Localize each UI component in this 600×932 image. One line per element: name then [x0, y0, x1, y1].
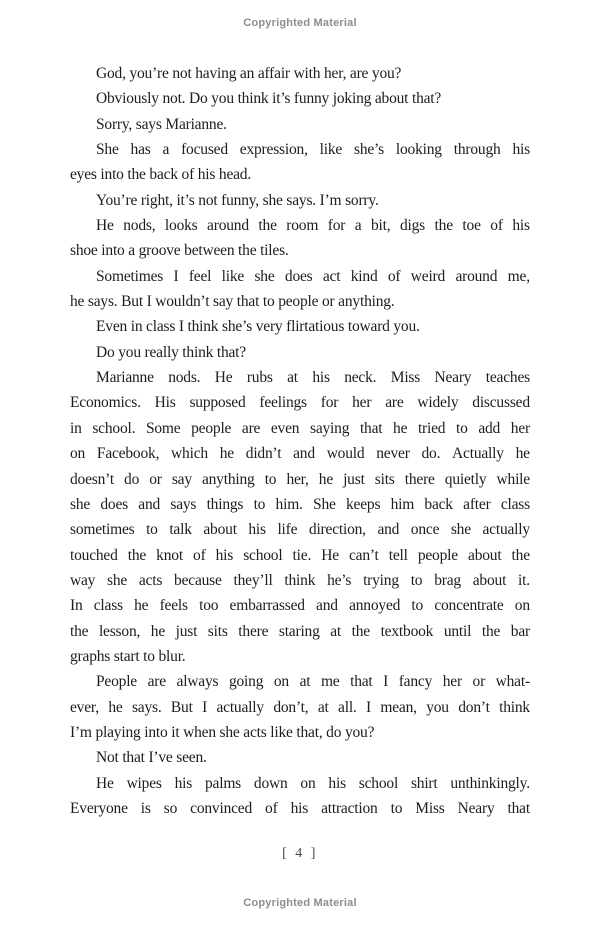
copyright-notice-top: Copyrighted Material [243, 17, 357, 29]
word: at [317, 698, 329, 716]
word: or [149, 470, 162, 488]
word: But [170, 698, 193, 716]
word: at [330, 622, 342, 640]
word: does [284, 267, 313, 285]
word: wipes [126, 774, 162, 792]
text-line: graphs start to blur. [70, 647, 186, 665]
word: anything [201, 470, 255, 488]
word: his [215, 546, 234, 564]
word: She [313, 495, 336, 513]
word: focused [181, 141, 228, 159]
word: weird [410, 267, 446, 285]
word: think [284, 571, 316, 589]
text-line [70, 213, 530, 238]
word: looking [395, 141, 442, 159]
text-line: eyes into the back of his head. [70, 166, 252, 184]
word: people [417, 546, 458, 564]
word: she [450, 521, 471, 539]
word: says [170, 495, 197, 513]
word: I [173, 267, 179, 285]
word: mean, [380, 698, 417, 716]
word: actually [216, 698, 264, 716]
word: are [147, 673, 166, 691]
word: supposed [189, 394, 246, 412]
word: for [327, 217, 346, 235]
word: discussed [472, 394, 530, 412]
word: In [70, 597, 83, 615]
word: what- [495, 673, 530, 691]
word: way [70, 571, 96, 589]
word: a [354, 217, 362, 235]
word: at [299, 673, 311, 691]
word: to [410, 571, 423, 589]
word: at [287, 369, 298, 387]
word: widely [417, 394, 459, 412]
word: me, [507, 267, 530, 285]
word: going [228, 673, 264, 691]
word: doesn’t [70, 470, 114, 488]
word: a [162, 141, 170, 159]
word: and [316, 597, 338, 615]
text-line [70, 517, 530, 542]
word: has [130, 141, 151, 159]
word: brag [434, 571, 461, 589]
word: I [202, 698, 208, 716]
text-line [70, 137, 530, 162]
word: Neary [457, 799, 495, 817]
word: Everyone [70, 799, 128, 817]
word: down [253, 774, 288, 792]
word: annoyed [349, 597, 401, 615]
word: so [163, 799, 178, 817]
text-line [70, 390, 530, 415]
word: tie. [292, 546, 312, 564]
word: his [512, 141, 530, 159]
word: Miss [415, 799, 445, 817]
word: Marianne [96, 369, 154, 387]
word: neck. [344, 369, 377, 387]
word: say [171, 470, 192, 488]
word: and [138, 495, 161, 513]
word: ever, [70, 698, 99, 716]
text-line: Even in class I think she’s very flirtatious toward you. [96, 318, 420, 336]
word: shirt [410, 774, 438, 792]
word: for [320, 394, 339, 412]
word: sits [374, 470, 395, 488]
word: he [150, 622, 165, 640]
word: don’t [458, 698, 490, 716]
word: toe [462, 217, 481, 235]
word: on [514, 597, 530, 615]
word: that [507, 799, 530, 817]
word: in [70, 419, 82, 437]
word: feels [159, 597, 188, 615]
text-line [70, 568, 530, 593]
word: he [108, 698, 123, 716]
word: acts [138, 571, 163, 589]
word: to [264, 470, 277, 488]
word: which [171, 445, 208, 463]
word: of [387, 267, 401, 285]
word: around [455, 267, 498, 285]
word: Economics. [70, 394, 141, 412]
word: life [277, 521, 298, 539]
word: like [319, 141, 343, 159]
word: his [248, 521, 266, 539]
copyright-notice-bottom: Copyrighted Material [243, 897, 357, 909]
word: he [318, 470, 333, 488]
word: act [322, 267, 341, 285]
word: it. [518, 571, 530, 589]
text-line: Do you really think that? [96, 343, 246, 361]
word: think [499, 698, 530, 716]
word: all. [338, 698, 357, 716]
word: me [320, 673, 340, 691]
word: room [286, 217, 319, 235]
word: actually [482, 521, 530, 539]
word: digs [399, 217, 426, 235]
word: he [515, 445, 530, 463]
word: the [481, 622, 501, 640]
word: her [442, 673, 462, 691]
text-line [70, 467, 530, 492]
word: unthinkingly. [450, 774, 530, 792]
text-line [70, 492, 530, 517]
word: sits [207, 622, 228, 640]
word: his [328, 774, 346, 792]
word: things [206, 495, 244, 513]
text-line [70, 441, 530, 466]
word: on [273, 673, 289, 691]
word: that [359, 419, 383, 437]
word: embarrassed [229, 597, 305, 615]
word: His [154, 394, 176, 412]
word: lesson, [98, 622, 141, 640]
word: trying [363, 571, 399, 589]
word: can’t [348, 546, 379, 564]
text-line [70, 543, 530, 568]
word: him [390, 495, 415, 513]
word: always [176, 673, 219, 691]
text-line: Not that I’ve seen. [96, 749, 207, 767]
word: they’ll [233, 571, 273, 589]
word: school [358, 774, 399, 792]
text-line [70, 264, 530, 289]
word: he [134, 597, 149, 615]
text-line: I’m playing into it when she acts like that, do you? [70, 723, 375, 741]
word: do [124, 470, 140, 488]
word: you [426, 698, 449, 716]
word: on [300, 774, 316, 792]
word: add [478, 419, 501, 437]
word: don’t, [273, 698, 309, 716]
text-line: You’re right, it’s not funny, she says. I’m sorry. [96, 191, 379, 209]
word: too [199, 597, 219, 615]
word: convinced [190, 799, 253, 817]
word: quietly [444, 470, 487, 488]
word: she [70, 495, 91, 513]
text-line [70, 669, 530, 694]
word: staring [278, 622, 320, 640]
word: school [243, 546, 283, 564]
word: tell [388, 546, 408, 564]
word: Facebook, [96, 445, 160, 463]
word: expression, [239, 141, 308, 159]
word: keeps [345, 495, 381, 513]
word: about [472, 571, 507, 589]
text-line: Sorry, says Marianne. [96, 115, 227, 133]
text-line [70, 619, 530, 644]
word: that [350, 673, 373, 691]
word: People [96, 673, 137, 691]
word: back [424, 495, 453, 513]
word: touched [70, 546, 118, 564]
word: because [174, 571, 222, 589]
text-line [70, 365, 530, 390]
word: she [107, 571, 128, 589]
word: to [146, 521, 158, 539]
word: just [343, 470, 365, 488]
word: would [326, 445, 365, 463]
text-line [70, 796, 530, 821]
word: looks [164, 217, 198, 235]
word: she [254, 267, 275, 285]
word: He [96, 774, 114, 792]
word: school. [92, 419, 136, 437]
word: the [434, 217, 453, 235]
word: nods, [123, 217, 156, 235]
text-line [70, 771, 530, 796]
word: her, [286, 470, 309, 488]
word: there [238, 622, 269, 640]
word: class [500, 495, 530, 513]
word: rubs [246, 369, 273, 387]
text-line: he says. But I wouldn’t say that to people or anything. [70, 293, 395, 311]
word: do. [421, 445, 441, 463]
word: he [219, 445, 234, 463]
word: the [351, 622, 370, 640]
word: bar [510, 622, 530, 640]
word: direction, [308, 521, 366, 539]
text-line [70, 593, 530, 618]
word: Actually [452, 445, 504, 463]
word: textbook [380, 622, 434, 640]
page-number: [ 4 ] [282, 846, 318, 861]
word: after [463, 495, 491, 513]
word: She [96, 141, 119, 159]
word: He [214, 369, 233, 387]
text-line: shoe into a groove between the tiles. [70, 242, 289, 260]
word: his [290, 799, 309, 817]
word: sometimes [70, 521, 135, 539]
word: the [70, 622, 89, 640]
word: does [100, 495, 128, 513]
word: or [472, 673, 486, 691]
word: just [175, 622, 198, 640]
word: to [390, 799, 403, 817]
word: saying [310, 419, 350, 437]
word: Some [145, 419, 181, 437]
word: tried [417, 419, 446, 437]
word: didn’t [245, 445, 282, 463]
word: bit, [370, 217, 391, 235]
word: are [385, 394, 404, 412]
text-line [70, 695, 530, 720]
word: his [512, 217, 530, 235]
word: nods. [168, 369, 201, 387]
word: fancy [398, 673, 433, 691]
word: he’s [327, 571, 352, 589]
word: concentrate [434, 597, 504, 615]
word: the [127, 546, 147, 564]
word: He [321, 546, 339, 564]
word: never [376, 445, 410, 463]
text-line: God, you’re not having an affair with her, are you? [96, 65, 402, 82]
word: to [411, 597, 424, 615]
word: there [404, 470, 435, 488]
word: of [193, 546, 206, 564]
word: palms [204, 774, 242, 792]
word: kind [350, 267, 378, 285]
word: of [490, 217, 503, 235]
word: about [203, 521, 237, 539]
body-text [70, 61, 530, 821]
word: on [70, 445, 86, 463]
word: about [468, 546, 502, 564]
word: people [191, 419, 232, 437]
text-line [70, 416, 530, 441]
word: her [352, 394, 372, 412]
word: while [496, 470, 530, 488]
word: even [270, 419, 300, 437]
word: teaches [485, 369, 530, 387]
word: his [312, 369, 330, 387]
word: him. [275, 495, 303, 513]
word: Neary [434, 369, 472, 387]
word: she’s [353, 141, 384, 159]
word: he [393, 419, 408, 437]
word: knot [156, 546, 183, 564]
word: and [293, 445, 315, 463]
word: to [253, 495, 266, 513]
word: around [207, 217, 249, 235]
word: to [456, 419, 468, 437]
word: like [221, 267, 245, 285]
word: talk [169, 521, 192, 539]
word: feel [188, 267, 212, 285]
word: through [453, 141, 501, 159]
word: the [258, 217, 277, 235]
word: until [443, 622, 472, 640]
word: Miss [390, 369, 421, 387]
word: of [265, 799, 278, 817]
text-line: Obviously not. Do you think it’s funny joking about that? [96, 90, 442, 108]
word: class [93, 597, 123, 615]
word: says. [131, 698, 162, 716]
word: the [511, 546, 530, 564]
word: and [377, 521, 400, 539]
word: I [366, 698, 371, 716]
word: his [174, 774, 193, 792]
word: I [383, 673, 389, 691]
word: her [510, 419, 530, 437]
word: feelings [259, 394, 307, 412]
word: once [410, 521, 440, 539]
word: Sometimes [96, 267, 164, 285]
word: attraction [321, 799, 378, 817]
word: He [96, 217, 114, 235]
word: is [140, 799, 151, 817]
word: are [241, 419, 261, 437]
